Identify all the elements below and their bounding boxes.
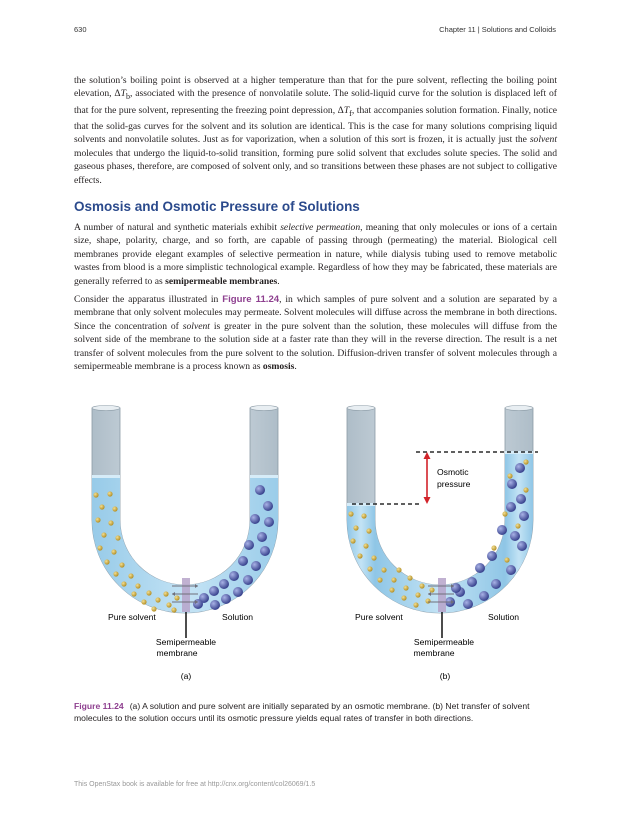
solvent-molecule bbox=[163, 591, 168, 596]
solute-molecule bbox=[193, 599, 203, 609]
footer-notice: This OpenStax book is available for free at http://cnx.org/content/col26069/1.5 bbox=[74, 781, 316, 788]
solvent-molecule bbox=[367, 566, 372, 571]
solvent-molecule bbox=[391, 577, 396, 582]
solvent-molecule bbox=[419, 583, 424, 588]
panel-letter-b: (b) bbox=[439, 671, 451, 681]
solute-molecule bbox=[506, 502, 516, 512]
solvent-molecule bbox=[413, 602, 418, 607]
solute-molecule bbox=[515, 463, 525, 473]
solute-molecule bbox=[260, 546, 270, 556]
solvent-molecule bbox=[108, 520, 113, 525]
solvent-molecule bbox=[403, 585, 408, 590]
solute-molecule bbox=[506, 565, 516, 575]
running-header: Chapter 11 | Solutions and Colloids bbox=[439, 25, 556, 34]
solute-molecule bbox=[250, 514, 260, 524]
solvent-molecule bbox=[97, 545, 102, 550]
solvent-molecule bbox=[389, 587, 394, 592]
solvent-molecule bbox=[523, 459, 528, 464]
solvent-molecule bbox=[104, 559, 109, 564]
label-pure-solvent-b: Pure solvent bbox=[355, 612, 403, 622]
solvent-molecule bbox=[348, 511, 353, 516]
label-membrane-b-1: Semipermeable bbox=[413, 637, 475, 647]
solute-molecule bbox=[221, 594, 231, 604]
paragraph-colligative: the solution’s boiling point is observed at a higher temperature than that for the pure solvent, reflecting the boiling point elevation, $\Delta T_b$, associated with the presence of nonvolatile solute. The solid-liquid curve for the solution is displaced left of that for the pure solvent, representing the freezing point depression, $\Delta T_f$, that accompanies solution formation. Finally, notice that the solid-gas curves for the solvent and its solution are identical. This is the case for many solutions comprising liquid solvents and nonvolatile solutes. Just as for vaporization, when a solution of this sort is frozen, it is actually just the solvent molecules that undergo the liquid-to-solid transition, forming pure solid solvent that excludes solute species. The solid and gaseous phases, therefore, are composed of solvent only, and so transitions between these phases are not subject to colligative effects. bbox=[74, 75, 557, 186]
solvent-molecule bbox=[366, 528, 371, 533]
solvent-molecule bbox=[113, 571, 118, 576]
solvent-molecule bbox=[357, 553, 362, 558]
solvent-molecule bbox=[407, 575, 412, 580]
solute-molecule bbox=[263, 501, 273, 511]
solvent-molecule bbox=[151, 606, 156, 611]
solvent-molecule bbox=[135, 583, 140, 588]
solvent-molecule bbox=[119, 562, 124, 567]
figure-link[interactable]: Figure 11.24 bbox=[222, 294, 280, 305]
solute-molecule bbox=[491, 579, 501, 589]
panel-letter-a: (a) bbox=[180, 671, 192, 681]
solvent-molecule bbox=[353, 525, 358, 530]
solute-molecule bbox=[517, 541, 527, 551]
solvent-molecule bbox=[95, 517, 100, 522]
figure-caption-text: (a) A solution and pure solvent are initially separated by an osmotic membrane. (b) Net transfer of solvent molecules to the solution occurs until its osmotic pressure yields equal rates of transfer in both directions. bbox=[74, 701, 530, 723]
solute-molecule bbox=[510, 531, 520, 541]
label-membrane-b-2: membrane bbox=[413, 648, 455, 658]
solvent-molecule bbox=[363, 543, 368, 548]
solvent-molecule bbox=[381, 567, 386, 572]
solvent-molecule bbox=[93, 492, 98, 497]
solvent-molecule bbox=[515, 523, 520, 528]
solute-molecule bbox=[451, 583, 461, 593]
label-osmotic-1: Osmotic bbox=[437, 467, 469, 477]
label-pure-solvent-a: Pure solvent bbox=[108, 612, 156, 622]
solvent-molecule bbox=[361, 513, 366, 518]
solute-molecule bbox=[497, 525, 507, 535]
figure-caption-label: Figure 11.24 bbox=[74, 701, 124, 711]
solute-molecule bbox=[507, 479, 517, 489]
solvent-molecule bbox=[502, 511, 507, 516]
label-solution-a: Solution bbox=[222, 612, 254, 622]
solvent-molecule bbox=[146, 590, 151, 595]
label-osmotic-2: pressure bbox=[437, 479, 471, 489]
solute-molecule bbox=[463, 599, 473, 609]
solvent-molecule bbox=[425, 598, 430, 603]
solvent-molecule bbox=[128, 573, 133, 578]
osmosis-figure bbox=[74, 398, 557, 688]
solvent-molecule bbox=[429, 587, 434, 592]
solute-molecule bbox=[238, 556, 248, 566]
solvent-molecule bbox=[396, 567, 401, 572]
label-solution-b: Solution bbox=[488, 612, 520, 622]
solute-molecule bbox=[519, 511, 529, 521]
solute-molecule bbox=[251, 561, 261, 571]
solute-molecule bbox=[210, 600, 220, 610]
solute-molecule bbox=[479, 591, 489, 601]
solvent-molecule bbox=[131, 591, 136, 596]
figure-caption bbox=[74, 701, 557, 724]
solvent-molecule bbox=[155, 597, 160, 602]
solute-molecule bbox=[219, 579, 229, 589]
solute-molecule bbox=[467, 577, 477, 587]
solvent-molecule bbox=[507, 473, 512, 478]
solvent-molecule bbox=[141, 599, 146, 604]
solvent-molecule bbox=[350, 538, 355, 543]
solvent-molecule bbox=[377, 577, 382, 582]
solvent-molecule bbox=[121, 581, 126, 586]
label-membrane-a-1: Semipermeable bbox=[155, 637, 217, 647]
solvent-molecule bbox=[171, 607, 176, 612]
solvent-molecule bbox=[371, 555, 376, 560]
solute-molecule bbox=[487, 551, 497, 561]
solvent-molecule bbox=[107, 491, 112, 496]
solvent-molecule bbox=[99, 504, 104, 509]
label-membrane-a-2: membrane bbox=[156, 648, 198, 658]
paragraph-osmosis: Consider the apparatus illustrated in Figure 11.24, in which samples of pure solvent and a solution are separated by a membrane that only solvent molecules may permeate. Solvent molecules will diffuse across the membrane in both directions. Since the concentration of solvent is greater in the pure solvent than the solution, these molecules will diffuse from the solvent side of the membrane to the solution side at a faster rate than they will in the reverse direction. The result is a net transfer of solvent molecules from the pure solvent to the solution. Diffusion-driven transfer of solvent molecules through a semipermeable membrane is a process known as osmosis. bbox=[74, 294, 557, 373]
solvent-molecule bbox=[401, 595, 406, 600]
solute-molecule bbox=[257, 532, 267, 542]
solvent-molecule bbox=[115, 535, 120, 540]
solvent-molecule bbox=[504, 557, 509, 562]
solute-molecule bbox=[255, 485, 265, 495]
solvent-molecule bbox=[112, 506, 117, 511]
solute-molecule bbox=[244, 540, 254, 550]
solute-molecule bbox=[264, 517, 274, 527]
page-number: 630 bbox=[74, 25, 87, 34]
paragraph-selective-permeation: A number of natural and synthetic materials exhibit selective permeation, meaning that only molecules or ions of a certain size, shape, polarity, charge, and so forth, are capable of passing through (permeating) the material. Biological cell membranes provide elegant examples of selective permeation in nature, while dialysis tubing used to remove metabolic wastes from blood is a more simplistic technological example. Regardless of how they may be fabricated, these materials are generally referred to as semipermeable membranes. bbox=[74, 222, 557, 287]
solvent-molecule bbox=[101, 532, 106, 537]
solvent-molecule bbox=[415, 592, 420, 597]
section-heading: Osmosis and Osmotic Pressure of Solutions bbox=[74, 199, 360, 214]
solute-molecule bbox=[209, 586, 219, 596]
solvent-molecule bbox=[491, 545, 496, 550]
solvent-molecule bbox=[111, 549, 116, 554]
solvent-molecule bbox=[166, 602, 171, 607]
solute-molecule bbox=[516, 494, 526, 504]
solute-molecule bbox=[229, 571, 239, 581]
solute-molecule bbox=[243, 575, 253, 585]
solute-molecule bbox=[233, 587, 243, 597]
solvent-molecule bbox=[174, 595, 179, 600]
solute-molecule bbox=[475, 563, 485, 573]
solvent-molecule bbox=[523, 487, 528, 492]
